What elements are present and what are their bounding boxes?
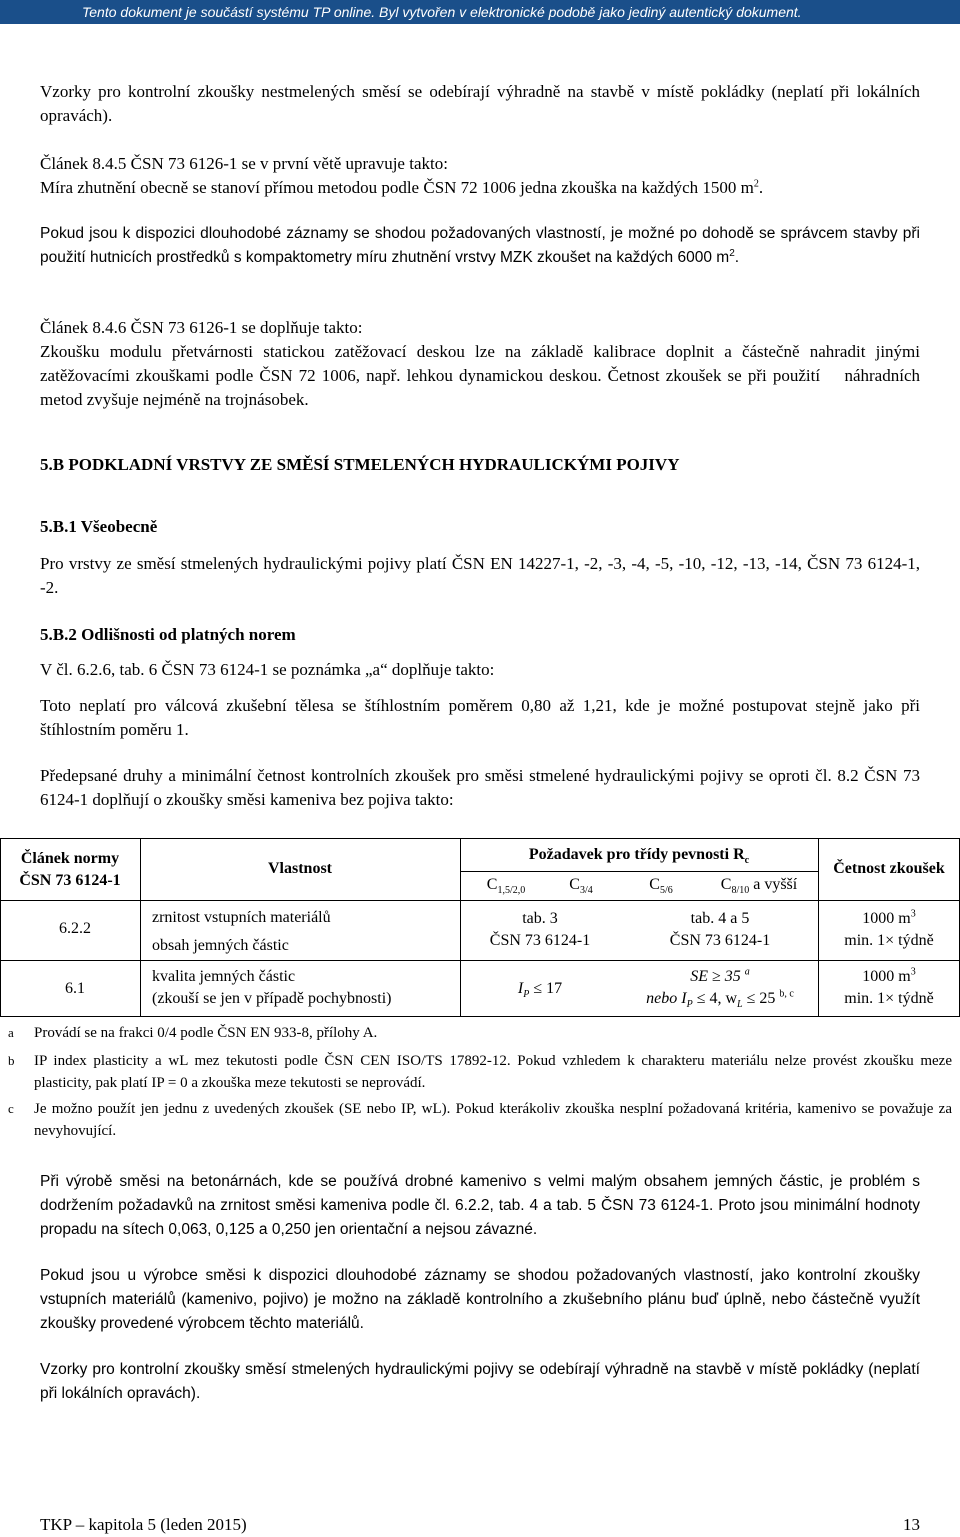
paragraph-general: Pro vrstvy ze směsí stmelených hydraulickými pojivy platí ČSN EN 14227-1, -2, -3, -4, -5, -10, -12, -13, -14, ČSN 73 6124-1, -2. (40, 554, 920, 597)
paragraph-long-term-records: Pokud jsou k dispozici dlouhodobé záznamy se shodou požadovaných vlastností, je možné po dohodě se správcem stavby při použití hutnicích prostředků s kompaktometry míru zhutnění vrstvy MZK zkoušet na každých 6000 $m^2$. (40, 225, 920, 266)
header-property: Vlastnost (267, 860, 332, 877)
paragraph-note-a: V čl. 6.2.6, tab. 6 ČSN 73 6124-1 se poznámka „a“ doplňuje takto: (40, 660, 495, 679)
page-footer (40, 1515, 920, 1535)
article-text: Míra zhutnění obecně se stanoví přímou metodou podle ČSN 72 1006 jedna zkouška na každých 1500 $m^2$. (40, 178, 764, 197)
page-number: 13 (903, 1515, 920, 1534)
row1-req-low: tab. 3 ČSN 73 6124-1 (489, 910, 591, 949)
article-title: Článek 8.4.5 ČSN 73 6126-1 se v první větě upravuje takto: (40, 154, 448, 173)
header-class-c4: $C_{8/10}$ a vyšší (720, 876, 798, 897)
subsection-heading-2: 5.B.2 Odlišnosti od platných norem (40, 625, 296, 644)
subsection-heading-1: 5.B.1 Všeobecně (40, 517, 158, 536)
row1-req-high: tab. 4 a 5 ČSN 73 6124-1 (669, 910, 771, 949)
row2-req-low: $I_P \le 17$ (517, 980, 563, 1001)
paragraph-concrete-plants: Při výrobě směsi na betonárnách, kde se používá drobné kamenivo s velmi malým obsahem jemných částic, je problém s dodržením požadavků na zrnitost směsi kameniva podle čl. 6.2.2, tab. 4 a tab. 5 ČSN 73 6124-1. Proto jsou minimální hodnoty propadu na sítech 0,063, 0,125 a 0,250 jen orientační a nejsou závazné. (40, 1173, 920, 1238)
paragraph-producer-records: Pokud jsou u výrobce směsi k dispozici dlouhodobé záznamy se shodou požadovaných vlastností, jako kontrolní zkoušky vstupních materiálů (kamenivo, pojivo) je možno na základě kontrolního a zkušebního plánu buď úplně, nebo částečně využít zkoušky provedené výrobcem těchto materiálů. (40, 1267, 920, 1332)
section-heading: 5.B PODKLADNÍ VRSTVY ZE SMĚSÍ STMELENÝCH HYDRAULICKÝMI POJIVY (40, 455, 680, 474)
header-class-c1: $C_{1,5/2,0}$ (486, 876, 526, 897)
article-text: Zkoušku modulu přetvárnosti statickou zatěžovací deskou lze na základě kalibrace doplnit a částečně nahradit jinými zatěžovacími zkouškami podle ČSN 72 1006, např. lehkou dynamickou deskou. Četnost zkoušek se při použití náhradních metod zvyšuje nejméně na trojnásobek. (40, 342, 925, 409)
row1-frequency: 1000 $m^3$ min. 1× týdně (844, 908, 934, 949)
article-8-4-6 (40, 316, 925, 412)
footer-title: TKP – kapitola 5 (leden 2015) (40, 1515, 247, 1534)
row2-article: 6.1 (65, 980, 85, 997)
header-class-c3: $C_{5/6}$ (649, 876, 673, 897)
row2-req-high: SE ≥ 35 $^a$ nebo $I_P \le 4$, $w_L \le 25$ $^{b, c}$ (646, 966, 794, 1011)
paragraph-slenderness: Toto neplatí pro válcová zkušební tělesa se štíhlostním poměrem 0,80 až 1,21, kde je možné postupovat stejně jako při štíhlostním poměru 1. (40, 696, 920, 739)
row1-article: 6.2.2 (59, 920, 91, 937)
row1-property: zrnitost vstupních materiálů obsah jemných částic (152, 909, 331, 954)
paragraph-samples-bound: Vzorky pro kontrolní zkoušky směsí stmelených hydraulickými pojivy se odebírají výhradně na stavbě v místě pokládky (neplatí při lokálních opravách). (40, 1361, 920, 1402)
header-requirement: Požadavek pro třídy pevnosti $R_c$ (528, 846, 750, 867)
row2-frequency: 1000 $m^3$ min. 1× týdně (844, 966, 934, 1007)
document-banner: Tento dokument je součástí systému TP online. Byl vytvořen v elektronické podobě jako jediný autentický dokument. (0, 0, 960, 24)
header-frequency: Četnost zkoušek (833, 860, 945, 877)
article-title: Článek 8.4.6 ČSN 73 6126-1 se doplňuje takto: (40, 318, 363, 337)
paragraph-test-types: Předepsané druhy a minimální četnost kontrolních zkoušek pro směsi stmelené hydraulickými pojivy se oproti čl. 8.2 ČSN 73 6124-1 doplňují o zkoušky směsi kameniva bez pojiva takto: (40, 766, 920, 809)
control-tests-table (0, 838, 960, 1028)
header-class-c2: $C_{3/4}$ (569, 876, 593, 897)
row2-property: kvalita jemných částic (zkouší se jen v případě pochybnosti) (152, 968, 392, 1007)
paragraph-samples-unbound: Vzorky pro kontrolní zkoušky nestmelených směsí se odebírají výhradně na stavbě v místě pokládky (neplatí při lokálních opravách). (40, 82, 920, 125)
header-article: Článek normy ČSN 73 6124-1 (19, 850, 121, 889)
article-8-4-5 (40, 152, 920, 200)
